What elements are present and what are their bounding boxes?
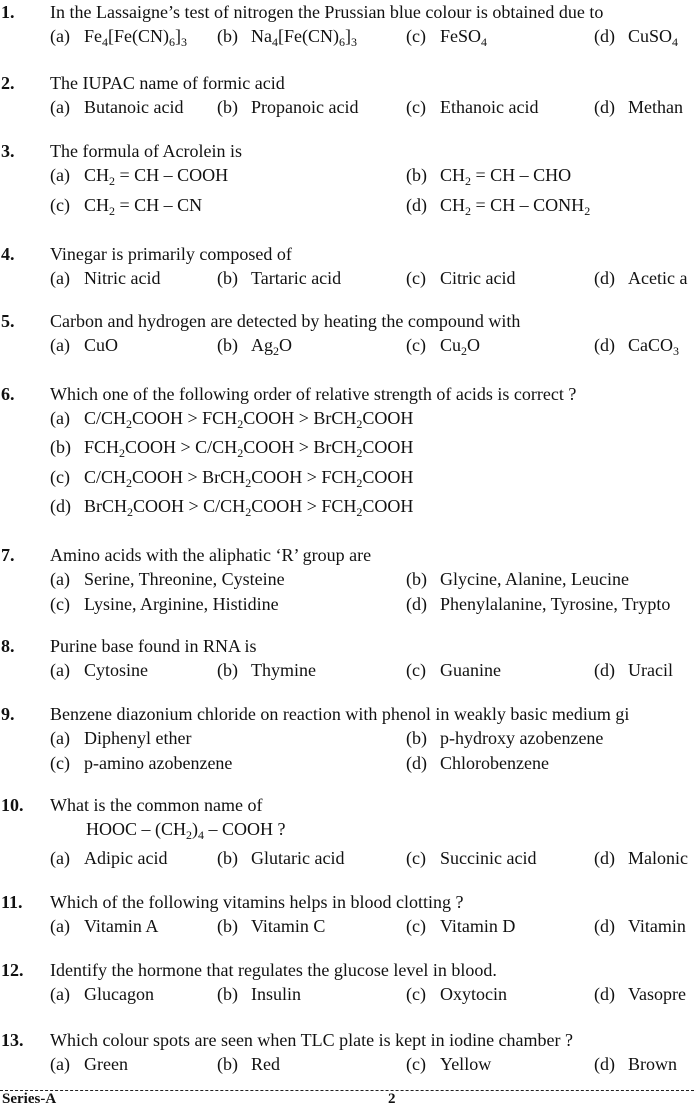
option-text: $Cu_2O$ [440,335,481,358]
option-letter: (c) [406,335,426,355]
option-b [217,848,344,868]
option-letter: (b) [217,984,238,1004]
question-number: 8. [1,636,15,656]
option-d [594,1054,677,1074]
option-letter: (a) [50,268,70,288]
option-c [406,335,481,358]
question-number: 1. [1,2,15,22]
question-number: 3. [1,141,15,161]
option-text: Tartaric acid [251,268,342,288]
option-letter: (a) [50,848,70,868]
question-7 [0,545,694,614]
option-a [50,728,191,748]
question-6 [0,384,694,519]
option-text: Phenylalanine, Tyrosine, Trypto [440,594,671,614]
option-letter: (c) [406,660,426,680]
question-formula: HOOC – $(CH_2)_4$ – COOH ? [86,819,286,842]
option-d [594,26,679,49]
option-text: Uracil [628,660,673,680]
option-text: CuO [84,335,119,355]
option-c [406,1054,491,1074]
option-letter: (d) [594,335,615,355]
option-c [50,467,414,490]
option-text: Yellow [440,1054,492,1074]
option-text: Serine, Threonine, Cysteine [84,569,285,589]
option-a [50,984,154,1004]
option-letter: (d) [50,496,71,516]
question-11 [0,892,694,936]
option-text: Oxytocin [440,984,507,1004]
option-letter: (a) [50,335,70,355]
question-number: 12. [1,960,24,980]
option-letter: (b) [406,728,427,748]
option-letter: (c) [50,753,70,773]
option-letter: (c) [406,268,426,288]
option-letter: (c) [406,26,426,46]
option-b [217,660,316,680]
option-b [217,97,358,117]
option-letter: (a) [50,916,70,936]
option-a [50,165,229,188]
option-c [50,753,232,773]
footer-divider [0,1090,694,1091]
option-text: Butanoic acid [84,97,184,117]
option-letter: (d) [406,195,427,215]
question-number: 5. [1,311,15,331]
option-b [406,569,629,589]
option-text: Green [84,1054,128,1074]
option-b [217,26,357,49]
option-c [406,984,507,1004]
question-stem: Which one of the following order of relative strength of acids is correct ? [50,384,577,404]
option-letter: (b) [217,848,238,868]
option-text: $CH_2$ = CH – CN [84,195,203,218]
option-letter: (a) [50,728,70,748]
option-a [50,97,183,117]
option-letter: (b) [217,335,238,355]
option-c [406,268,515,288]
option-text: $Ag_2O$ [251,335,292,358]
option-text: p-hydroxy azobenzene [440,728,604,748]
option-d [50,496,414,519]
option-b [406,165,572,188]
question-stem: Which colour spots are seen when TLC plate is kept in iodine chamber ? [50,1030,574,1050]
option-d [594,916,686,936]
option-letter: (a) [50,660,70,680]
option-text: Citric acid [440,268,516,288]
option-letter: (b) [406,569,427,589]
question-12 [0,960,694,1004]
option-b [217,268,341,288]
option-a [50,335,118,355]
option-a [50,268,160,288]
option-text: Thymine [251,660,316,680]
option-letter: (d) [406,753,427,773]
option-letter: (c) [406,984,426,1004]
question-number: 11. [1,892,23,912]
option-letter: (d) [594,97,615,117]
option-d [406,753,549,773]
question-stem: The IUPAC name of formic acid [50,73,285,93]
option-letter: (d) [406,594,427,614]
option-a [50,569,285,589]
option-b [50,437,414,460]
question-number: 2. [1,73,15,93]
question-stem: Purine base found in RNA is [50,636,257,656]
option-text: Methan [628,97,683,117]
option-a [50,660,148,680]
option-a [50,1054,128,1074]
option-text: $CH_2$ = CH – CHO [440,165,572,188]
option-letter: (a) [50,984,70,1004]
option-text: p-amino azobenzene [84,753,233,773]
option-text: Lysine, Arginine, Histidine [84,594,279,614]
option-text: Glycine, Alanine, Leucine [440,569,629,589]
option-text: Vitamin D [440,916,516,936]
option-letter: (b) [406,165,427,185]
option-text: Diphenyl ether [84,728,192,748]
option-letter: (c) [50,594,70,614]
option-c [406,97,538,117]
option-text: Vitamin C [251,916,326,936]
option-text: $FCH_2COOH$ > $C/CH_2COOH$ > BrCH$_2$COOH [84,437,414,460]
option-letter: (c) [406,97,426,117]
series-label: Series-A [2,1091,57,1107]
page-number: 2 [388,1091,396,1107]
question-stem: Carbon and hydrogen are detected by heating the compound with [50,311,521,331]
option-b [217,335,292,358]
option-text: $CH_2$ = CH – COOH [84,165,229,188]
option-text: Succinic acid [440,848,537,868]
option-c [406,660,501,680]
option-text: Red [251,1054,280,1074]
option-text: Glucagon [84,984,154,1004]
option-d [594,848,688,868]
option-c [50,195,203,218]
option-text: Brown [628,1054,677,1074]
option-text: Chlorobenzene [440,753,549,773]
option-letter: (a) [50,1054,70,1074]
option-letter: (d) [594,26,615,46]
option-text: $CH_2$ = CH – $CONH_2$ [440,195,591,218]
option-letter: (b) [217,26,238,46]
option-d [406,594,670,614]
question-stem: Identify the hormone that regulates the glucose level in blood. [50,960,497,980]
option-text: Insulin [251,984,302,1004]
option-d [594,268,687,288]
option-text: $C/CH_2COOH$ > $FCH_2COOH$ > BrCH$_2$COOH [84,408,414,431]
option-a [50,848,167,868]
option-text: BrCH$_2$COOH > $C/CH_2COOH$ > $FCH_2COOH$ [84,496,414,519]
question-9 [0,704,694,773]
question-stem: Which of the following vitamins helps in blood clotting ? [50,892,464,912]
question-number: 10. [1,795,24,815]
option-letter: (a) [50,408,70,428]
option-d [406,195,591,218]
option-d [594,984,686,1004]
question-stem: The formula of Acrolein is [50,141,242,161]
option-letter: (b) [217,660,238,680]
option-letter: (c) [406,848,426,868]
option-text: Ethanoic acid [440,97,539,117]
question-stem: What is the common name of [50,795,263,815]
option-letter: (d) [594,1054,615,1074]
question-stem: In the Lassaigne’s test of nitrogen the Prussian blue colour is obtained due to [50,2,604,22]
option-letter: (a) [50,26,70,46]
option-a [50,26,187,49]
question-stem: Amino acids with the aliphatic ‘R’ group are [50,545,372,565]
option-text: Cytosine [84,660,149,680]
option-b [217,1054,280,1074]
question-5 [0,311,694,358]
question-13 [0,1030,694,1074]
question-number: 6. [1,384,15,404]
option-text: $Na_4[Fe(CN)_6]_3$ [251,26,357,49]
option-letter: (a) [50,97,70,117]
option-b [406,728,603,748]
option-d [594,335,679,358]
option-text: CuSO$_4$ [628,26,679,49]
option-letter: (b) [50,437,71,457]
option-c [406,916,515,936]
option-text: Propanoic acid [251,97,359,117]
option-c [406,848,536,868]
question-3 [0,141,694,218]
option-text: FeSO$_4$ [440,26,488,49]
option-letter: (c) [50,195,70,215]
option-letter: (d) [594,916,615,936]
option-letter: (d) [594,268,615,288]
question-stem: Vinegar is primarily composed of [50,244,292,264]
option-letter: (b) [217,1054,238,1074]
option-letter: (d) [594,848,615,868]
option-b [217,916,325,936]
option-text: $C/CH_2COOH$ > BrCH$_2$COOH > $FCH_2COOH$ [84,467,414,490]
question-1 [0,2,694,49]
option-letter: (c) [50,467,70,487]
option-letter: (b) [217,97,238,117]
option-text: Nitric acid [84,268,161,288]
question-8 [0,636,694,680]
option-d [594,97,683,117]
option-text: Vitamin A [84,916,159,936]
option-text: Glutaric acid [251,848,345,868]
question-number: 13. [1,1030,24,1050]
option-d [594,660,673,680]
option-letter: (b) [217,268,238,288]
option-a [50,916,158,936]
option-letter: (a) [50,165,70,185]
option-c [406,26,488,49]
option-b [217,984,301,1004]
option-text: Vitamin [628,916,686,936]
option-text: $Fe_4[Fe(CN)_6]_3$ [84,26,187,49]
option-text: CaCO$_3$ [628,335,679,358]
question-4 [0,244,694,288]
question-number: 9. [1,704,15,724]
option-text: Adipic acid [84,848,168,868]
option-text: Guanine [440,660,501,680]
option-letter: (a) [50,569,70,589]
option-letter: (b) [217,916,238,936]
question-2 [0,73,694,117]
option-text: Acetic a [628,268,688,288]
option-letter: (c) [406,1054,426,1074]
option-letter: (c) [406,916,426,936]
question-number: 7. [1,545,15,565]
question-stem: Benzene diazonium chloride on reaction with phenol in weakly basic medium gi [50,704,630,724]
option-letter: (d) [594,660,615,680]
option-c [50,594,279,614]
question-10 [0,795,694,868]
option-text: Malonic [628,848,688,868]
question-number: 4. [1,244,15,264]
option-letter: (d) [594,984,615,1004]
option-a [50,408,414,431]
option-text: Vasopre [628,984,686,1004]
